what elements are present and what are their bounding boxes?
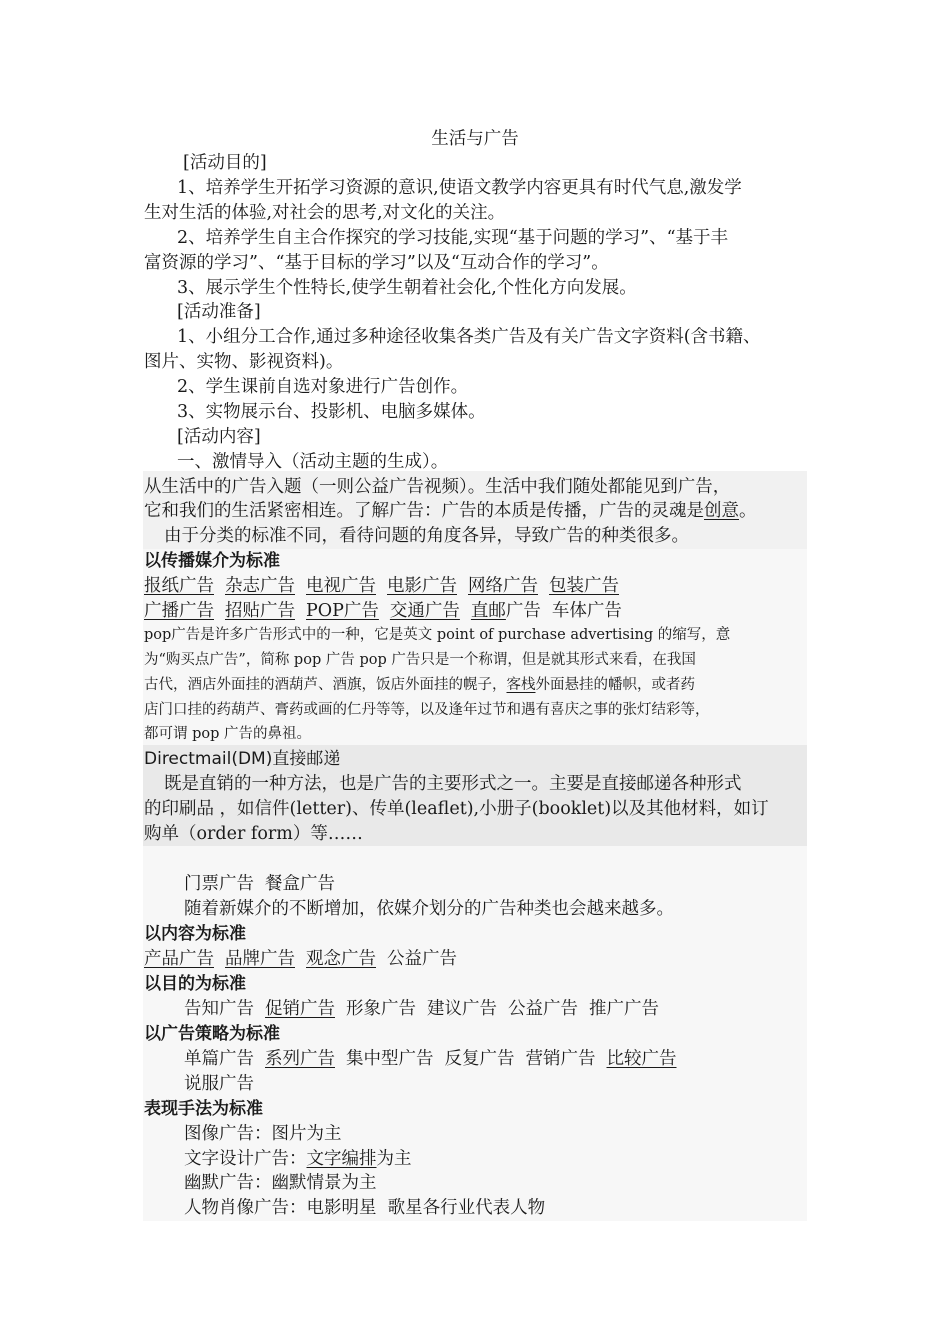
expression-line: 幽默广告：幽默情景为主 — [184, 1173, 377, 1193]
ad-type-text: 公益广告 — [508, 999, 578, 1019]
paragraph-line: 一、激情导入（活动主题的生成）。 — [177, 452, 449, 472]
ad-type-text: 营销广告 — [525, 1049, 596, 1069]
ad-type-link[interactable]: 报纸广告 — [144, 576, 214, 596]
expression-line: 人物肖像广告：电影明星 歌星各行业代表人物 — [184, 1198, 546, 1218]
ad-type-link[interactable]: 招贴广告 — [225, 601, 295, 621]
ad-type-link[interactable]: 直邮 — [470, 601, 506, 621]
media-row-1 — [144, 574, 619, 599]
ad-type-link[interactable]: 品牌广告 — [225, 949, 295, 969]
paragraph-line: 2、学生课前自选对象进行广告创作。 — [177, 377, 469, 397]
pop-paragraph-line: pop广告是许多广告形式中的一种，它是英文 point of purchase advertising 的缩写，意 — [144, 627, 731, 643]
ad-type-link[interactable]: 观念广告 — [306, 949, 376, 969]
dm-paragraph-line: 的印刷品 ，如信件(letter)、传单(leaflet),小册子(booklet)以及其他材料，如订 — [144, 799, 769, 819]
paragraph-line: 1、培养学生开拓学习资源的意识,使语文教学内容更具有时代气息,激发学 — [177, 178, 742, 198]
ad-type-text: 反复广告 — [444, 1049, 515, 1069]
text-span: 为主 — [376, 1149, 412, 1169]
dm-title: Directmail(DM)直接邮递 — [144, 749, 341, 769]
ad-type-link[interactable]: 交通广告 — [389, 601, 460, 621]
text-span: 它和我们的生活紧密相连。了解广告：广告的本质是传播，广告的灵魂是 — [144, 501, 704, 521]
paragraph-line: 富资源的学习”、“基于目标的学习”以及“互动合作的学习”。 — [144, 253, 609, 273]
section-heading-goal: [活动目的] — [183, 153, 267, 173]
ad-type-link[interactable]: 比较广告 — [606, 1049, 677, 1069]
page-title: 生活与广告 — [431, 129, 519, 149]
paragraph-line: 随着新媒介的不断增加，依媒介划分的广告种类也会越来越多。 — [184, 899, 674, 919]
ad-type-text: 形象广告 — [346, 999, 416, 1019]
text-span: 。 — [739, 501, 757, 521]
text-span: 外面悬挂的幡帜，或者药 — [535, 677, 695, 693]
ad-type-text: 集中型广告 — [346, 1049, 434, 1069]
heading-content: 以内容为标准 — [144, 924, 246, 944]
ad-type-text: 餐盒广告 — [265, 874, 335, 894]
ad-type-text: 车体广告 — [551, 601, 622, 621]
heading-media: 以传播媒介为标准 — [144, 551, 280, 571]
paragraph-line: 由于分类的标准不同，看待问题的角度各异，导致广告的种类很多。 — [164, 526, 689, 546]
paragraph-line: 1、小组分工合作,通过多种途径收集各类广告及有关广告文字资料(含书籍、 — [177, 327, 761, 347]
ad-type-text: 门票广告 — [184, 874, 254, 894]
ad-type-link[interactable]: POP广告 — [306, 601, 379, 621]
heading-strategy: 以广告策略为标准 — [144, 1024, 280, 1044]
ad-type-link[interactable]: 电视广告 — [306, 576, 376, 596]
pop-paragraph-line: 为“购买点广告”，简称 pop 广告 pop 广告只是一个称谓，但是就其形式来看，在我国 — [144, 652, 696, 668]
heading-expression: 表现手法为标准 — [144, 1099, 263, 1119]
ad-type-text: 推广广告 — [589, 999, 659, 1019]
ad-type-link[interactable]: 电影广告 — [387, 576, 457, 596]
paragraph-line: 3、实物展示台、投影机、电脑多媒体。 — [177, 402, 486, 422]
typography-link[interactable]: 文字编排 — [306, 1149, 377, 1169]
text-span: 文字设计广告： — [184, 1149, 307, 1169]
strategy-row — [184, 1047, 677, 1072]
ad-type-text: 单篇广告 — [184, 1049, 254, 1069]
ad-type-link[interactable]: 网络广告 — [468, 576, 538, 596]
inn-link[interactable]: 客栈 — [506, 677, 536, 693]
paragraph-line: 3、展示学生个性特长,使学生朝着社会化,个性化方向发展。 — [177, 278, 637, 298]
ad-type-text: 建议广告 — [427, 999, 497, 1019]
expression-line — [184, 1147, 412, 1172]
media-more-row — [184, 872, 335, 897]
strategy-extra: 说服广告 — [184, 1074, 254, 1094]
ad-type-text: 告知广告 — [184, 999, 254, 1019]
ad-type-link[interactable]: 促销广告 — [265, 999, 335, 1019]
pop-paragraph-line — [144, 673, 695, 698]
media-row-2 — [144, 599, 622, 624]
dm-paragraph-line: 既是直销的一种方法，也是广告的主要形式之一。主要是直接邮递各种形式 — [164, 774, 742, 794]
paragraph-line: 生对生活的体验,对社会的思考,对文化的关注。 — [144, 203, 506, 223]
ad-type-link[interactable]: 包装广告 — [549, 576, 619, 596]
pop-paragraph-line: 店门口挂的药葫芦、膏药或画的仁丹等等，以及逢年过节和遇有喜庆之事的张灯结彩等， — [144, 702, 710, 718]
expression-line: 图像广告：图片为主 — [184, 1124, 342, 1144]
ad-type-link[interactable]: 系列广告 — [265, 1049, 335, 1069]
heading-purpose: 以目的为标准 — [144, 974, 246, 994]
ad-type-link[interactable]: 杂志广告 — [225, 576, 295, 596]
text-span: 古代，酒店外面挂的酒葫芦、酒旗，饭店外面挂的幌子， — [144, 677, 507, 693]
section-heading-prep: [活动准备] — [177, 302, 261, 322]
creativity-link[interactable]: 创意 — [704, 501, 739, 521]
ad-type-link[interactable]: 广播广告 — [144, 601, 214, 621]
ad-type-text: 广告 — [505, 601, 541, 621]
ad-type-text: 公益广告 — [387, 949, 457, 969]
paragraph-line: 2、培养学生自主合作探究的学习技能,实现“基于问题的学习”、“基于丰 — [177, 228, 729, 248]
content-row — [144, 947, 457, 972]
pop-paragraph-line: 都可谓 pop 广告的鼻祖。 — [144, 726, 312, 742]
paragraph-line: 从生活中的广告入题（一则公益广告视频）。生活中我们随处都能见到广告， — [144, 477, 731, 497]
ad-type-link[interactable]: 产品广告 — [144, 949, 214, 969]
paragraph-line — [144, 499, 757, 524]
purpose-row — [184, 997, 659, 1022]
dm-paragraph-line: 购单（order form）等…… — [144, 824, 363, 844]
paragraph-line: 图片、实物、影视资料)。 — [144, 352, 344, 372]
section-heading-content: [活动内容] — [177, 427, 261, 447]
